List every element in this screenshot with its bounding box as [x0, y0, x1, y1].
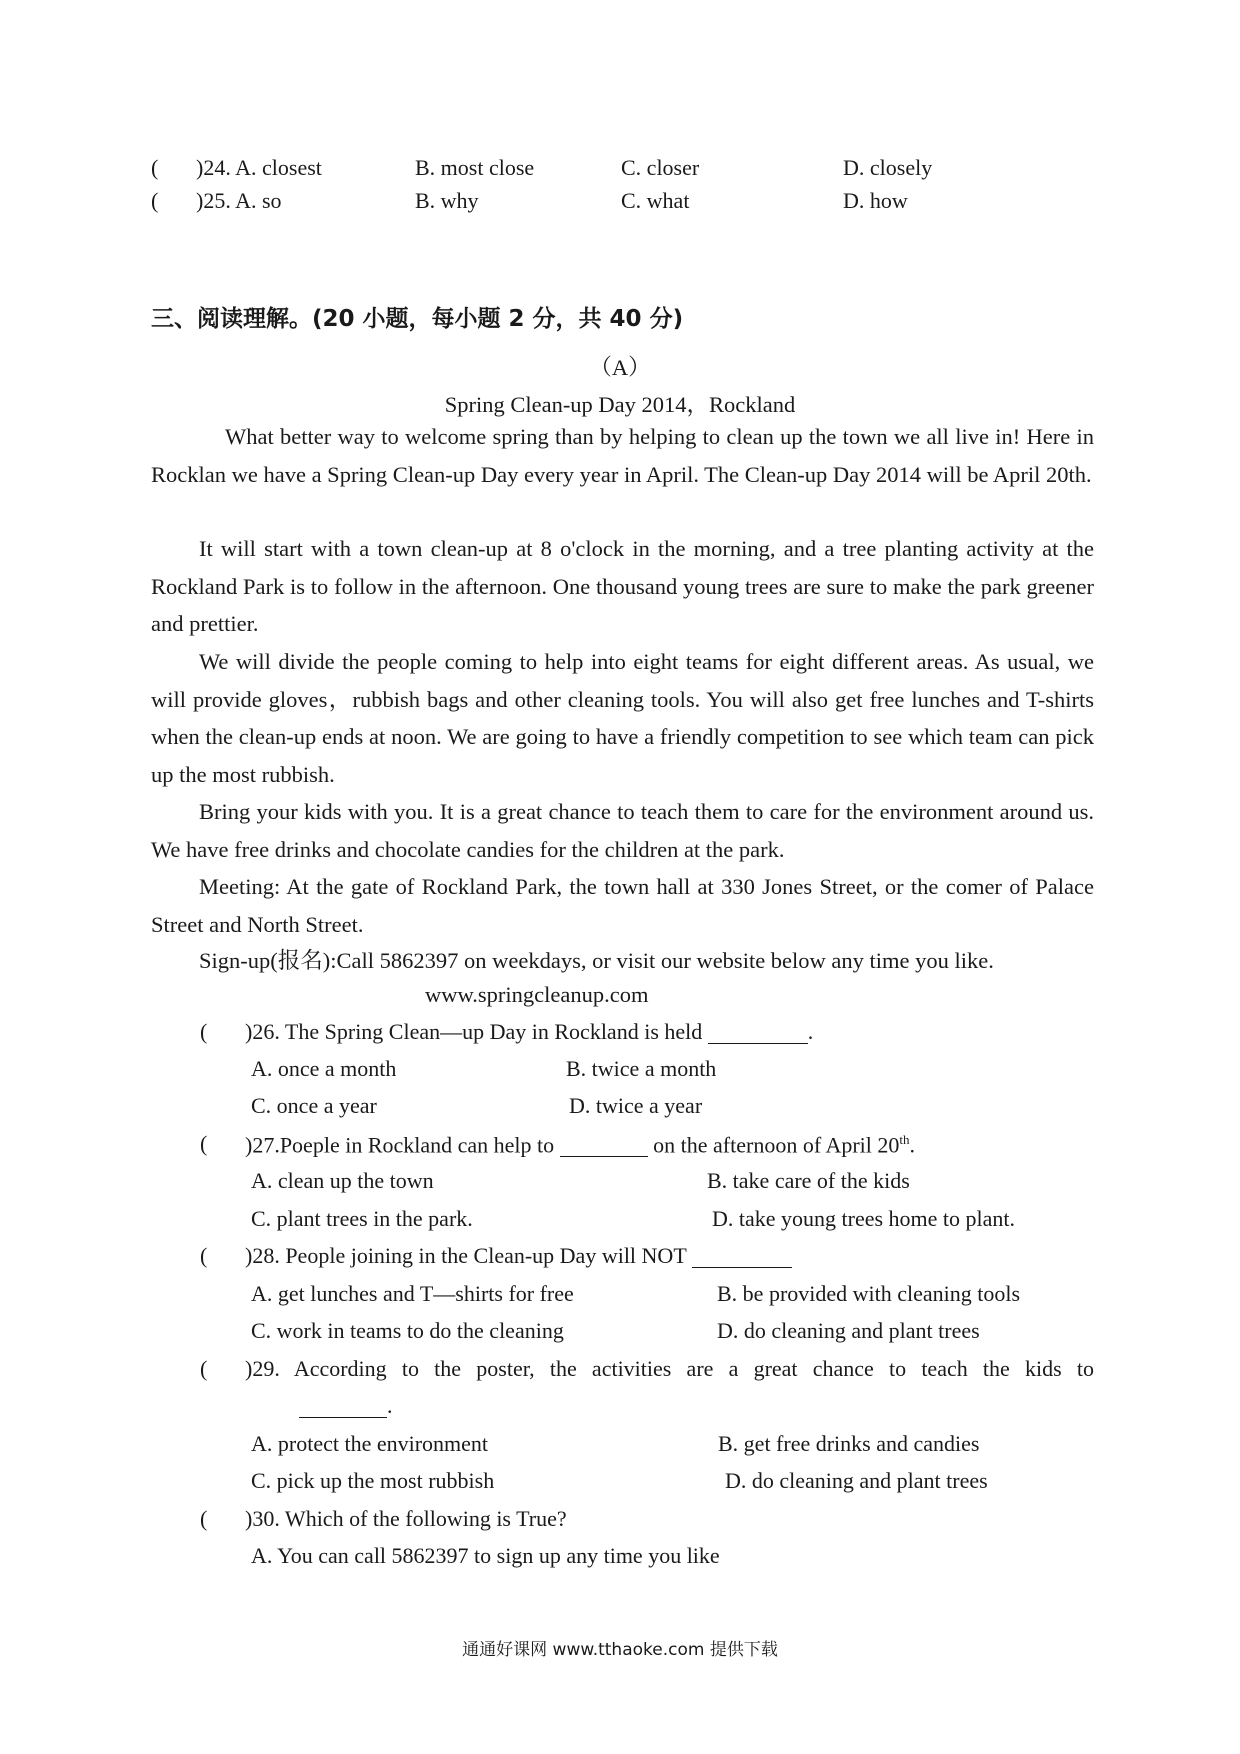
answer-paren: (: [200, 1131, 208, 1156]
section-heading: 三、阅读理解。(20 小题，每小题 2 分，共 40 分): [151, 306, 684, 332]
question-stem: [245, 1245, 792, 1268]
answer-blank: [708, 1021, 808, 1044]
answer-blank-line: [299, 1395, 393, 1418]
answer-paren: (: [151, 188, 159, 213]
option-a: A. clean up the town: [251, 1168, 434, 1193]
answer-paren: (: [200, 1506, 208, 1531]
question-stem: )24. A. closest: [196, 155, 322, 180]
answer-paren: (: [200, 1356, 208, 1381]
passage-paragraph-5: Meeting: At the gate of Rockland Park, the town hall at 330 Jones Street, or the comer of Palace Street and North Street.: [151, 874, 1094, 937]
option-d: D. twice a year: [569, 1093, 703, 1118]
option-c: C. once a year: [251, 1093, 377, 1118]
option-b: B. be provided with cleaning tools: [717, 1281, 1021, 1306]
option-c: C. plant trees in the park.: [251, 1206, 473, 1231]
question-stem-text: )26. The Spring Clean—up Day in Rockland is held: [245, 1019, 703, 1044]
option-a: A. You can call 5862397 to sign up any time you like: [251, 1543, 720, 1568]
option-c: C. pick up the most rubbish: [251, 1468, 495, 1493]
passage-title: Spring Clean-up Day 2014，Rockland: [444, 392, 796, 417]
answer-paren: (: [200, 1019, 208, 1044]
option-d: D. closely: [843, 155, 933, 180]
answer-blank: [560, 1134, 648, 1157]
question-stem-text: )27.Poeple in Rockland can help to: [245, 1132, 555, 1158]
option-c: C. closer: [621, 155, 700, 180]
question-stem-text: )28. People joining in the Clean-up Day will NOT: [245, 1243, 687, 1268]
option-a: A. get lunches and T—shirts for free: [251, 1281, 574, 1306]
answer-paren: (: [151, 155, 159, 180]
passage-paragraph-1: What better way to welcome spring than by helping to clean up the town we all live in! Here in Rocklan we have a Spring Clean-up Day every year in April. The Clean-up Day 2014 will be April 20th.: [151, 424, 1094, 487]
option-b: B. take care of the kids: [707, 1168, 910, 1193]
answer-paren: (: [200, 1243, 208, 1268]
question-stem: [245, 1133, 915, 1157]
page-footer: 通通好课网 www.tthaoke.com 提供下载: [462, 1640, 778, 1660]
website-link: www.springcleanup.com: [425, 982, 649, 1007]
passage-paragraph-6: Sign-up(报名):Call 5862397 on weekdays, or visit our website below any time you like.: [199, 948, 994, 973]
option-a: A. protect the environment: [251, 1431, 489, 1456]
question-stem: )29. According to the poster, the activities are a great chance to teach the kids to: [245, 1356, 1094, 1381]
option-d: D. do cleaning and plant trees: [717, 1318, 980, 1343]
question-stem: )30. Which of the following is True?: [245, 1506, 567, 1531]
question-stem-end: .: [387, 1393, 393, 1418]
option-a: A. once a month: [251, 1056, 397, 1081]
option-d: D. how: [843, 188, 908, 213]
question-stem: [245, 1021, 813, 1044]
question-stem-middle: on the afternoon of April 20: [653, 1132, 900, 1158]
question-stem-end: .: [909, 1132, 916, 1158]
option-b: B. twice a month: [566, 1056, 717, 1081]
option-b: B. most close: [415, 155, 535, 180]
question-stem: )25. A. so: [196, 188, 282, 213]
passage-paragraph-2: It will start with a town clean-up at 8 o'clock in the morning, and a tree planting activity at the Rockland Park is to follow in the afternoon. One thousand young trees are sure to make the park greener and prettier.: [151, 536, 1094, 636]
part-label: （A）: [589, 355, 651, 380]
passage-paragraph-4: Bring your kids with you. It is a great chance to teach them to care for the environment around us. We have free drinks and chocolate candies for the children at the park.: [151, 799, 1094, 862]
option-d: D. do cleaning and plant trees: [725, 1468, 988, 1493]
passage-paragraph-3: We will divide the people coming to help into eight teams for eight different areas. As usual, we will provide gloves，rubbish bags and other cleaning tools. You will also get free lunches and T-shirts when the clean-up ends at noon. We are going to have a friendly competition to see which team can pick up the most rubbish.: [151, 649, 1094, 787]
answer-blank: [692, 1245, 792, 1268]
answer-blank: [299, 1395, 387, 1418]
option-b: B. why: [415, 188, 479, 213]
option-c: C. work in teams to do the cleaning: [251, 1318, 564, 1343]
option-d: D. take young trees home to plant.: [712, 1206, 1016, 1231]
option-c: C. what: [621, 188, 690, 213]
ordinal-suffix: th: [899, 1132, 910, 1147]
option-b: B. get free drinks and candies: [718, 1431, 980, 1456]
question-stem-end: .: [807, 1019, 814, 1044]
